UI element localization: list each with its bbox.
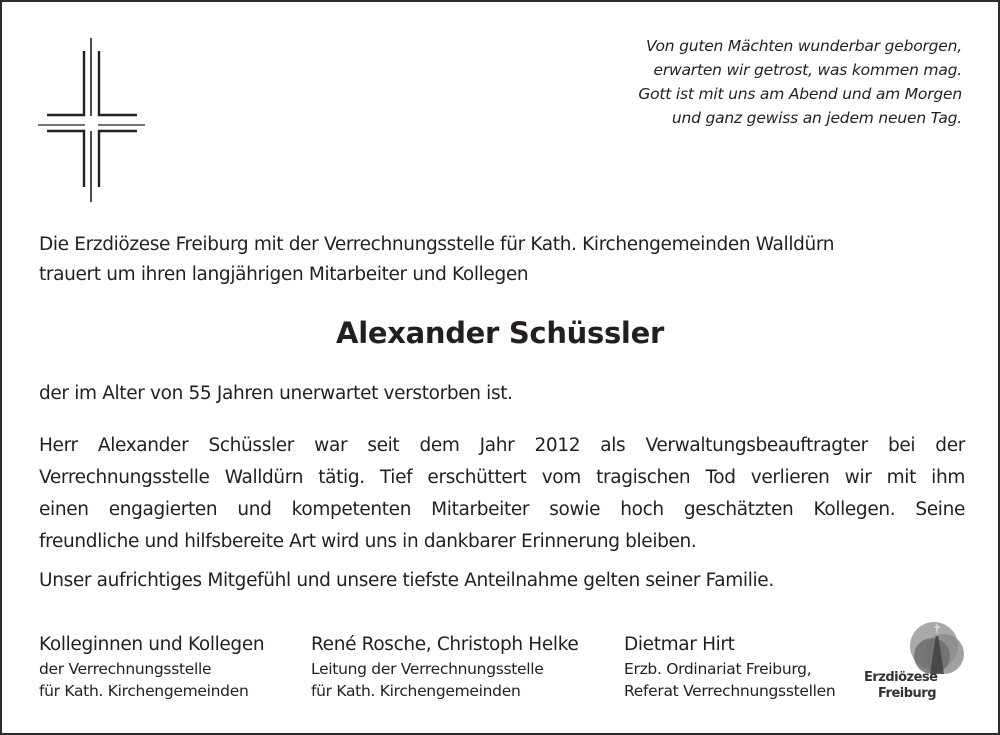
poem-quote bbox=[542, 34, 962, 130]
body-paragraph bbox=[39, 430, 965, 558]
body-line: einen engagierten und kompetenten Mitarbeiter sowie hoch geschätzten Kollegen. Seine bbox=[39, 499, 965, 520]
poem-line: Gott ist mit uns am Abend und am Morgen bbox=[638, 85, 962, 103]
signature-line: der Verrechnungsstelle bbox=[39, 660, 212, 678]
logo-text-line: Erzdiözese bbox=[864, 670, 938, 685]
erzdioezese-logo bbox=[864, 620, 976, 710]
deceased-name: Alexander Schüssler bbox=[336, 316, 664, 350]
condolence-text: Unser aufrichtiges Mitgefühl und unsere tiefste Anteilnahme gelten seiner Familie. bbox=[39, 570, 774, 591]
signature-line: Referat Verrechnungsstellen bbox=[624, 682, 836, 700]
body-line: Verrechnungsstelle Walldürn tätig. Tief erschüttert vom tragischen Tod verlieren wir mit ihm bbox=[39, 467, 965, 488]
cross-icon bbox=[37, 37, 145, 203]
poem-line: und ganz gewiss an jedem neuen Tag. bbox=[671, 109, 962, 127]
signature-name: Dietmar Hirt bbox=[624, 634, 735, 655]
signature-name: René Rosche, Christoph Helke bbox=[311, 634, 579, 655]
signature-line: für Kath. Kirchengemeinden bbox=[39, 682, 249, 700]
intro-line: Die Erzdiözese Freiburg mit der Verrechnungsstelle für Kath. Kirchengemeinden Walldürn bbox=[39, 234, 835, 255]
intro-text bbox=[39, 230, 834, 290]
signature-colleagues bbox=[39, 632, 264, 702]
poem-line: erwarten wir getrost, was kommen mag. bbox=[653, 61, 962, 79]
signature-line: Leitung der Verrechnungsstelle bbox=[311, 660, 544, 678]
age-statement: der im Alter von 55 Jahren unerwartet verstorben ist. bbox=[39, 383, 513, 404]
signature-line: für Kath. Kirchengemeinden bbox=[311, 682, 521, 700]
poem-line: Von guten Mächten wunderbar geborgen, bbox=[645, 37, 962, 55]
logo-text-line: Freiburg bbox=[878, 686, 937, 701]
intro-line: trauert um ihren langjährigen Mitarbeiter und Kollegen bbox=[39, 264, 529, 285]
signature-line: Erzb. Ordinariat Freiburg, bbox=[624, 660, 812, 678]
signature-leadership bbox=[311, 632, 578, 702]
signature-ordinariat bbox=[624, 632, 835, 702]
body-line: Herr Alexander Schüssler war seit dem Jahr 2012 als Verwaltungsbeauftragter bei der bbox=[39, 435, 965, 456]
body-line: freundliche und hilfsbereite Art wird uns in dankbarer Erinnerung bleiben. bbox=[39, 531, 697, 552]
signature-name: Kolleginnen und Kollegen bbox=[39, 634, 265, 655]
